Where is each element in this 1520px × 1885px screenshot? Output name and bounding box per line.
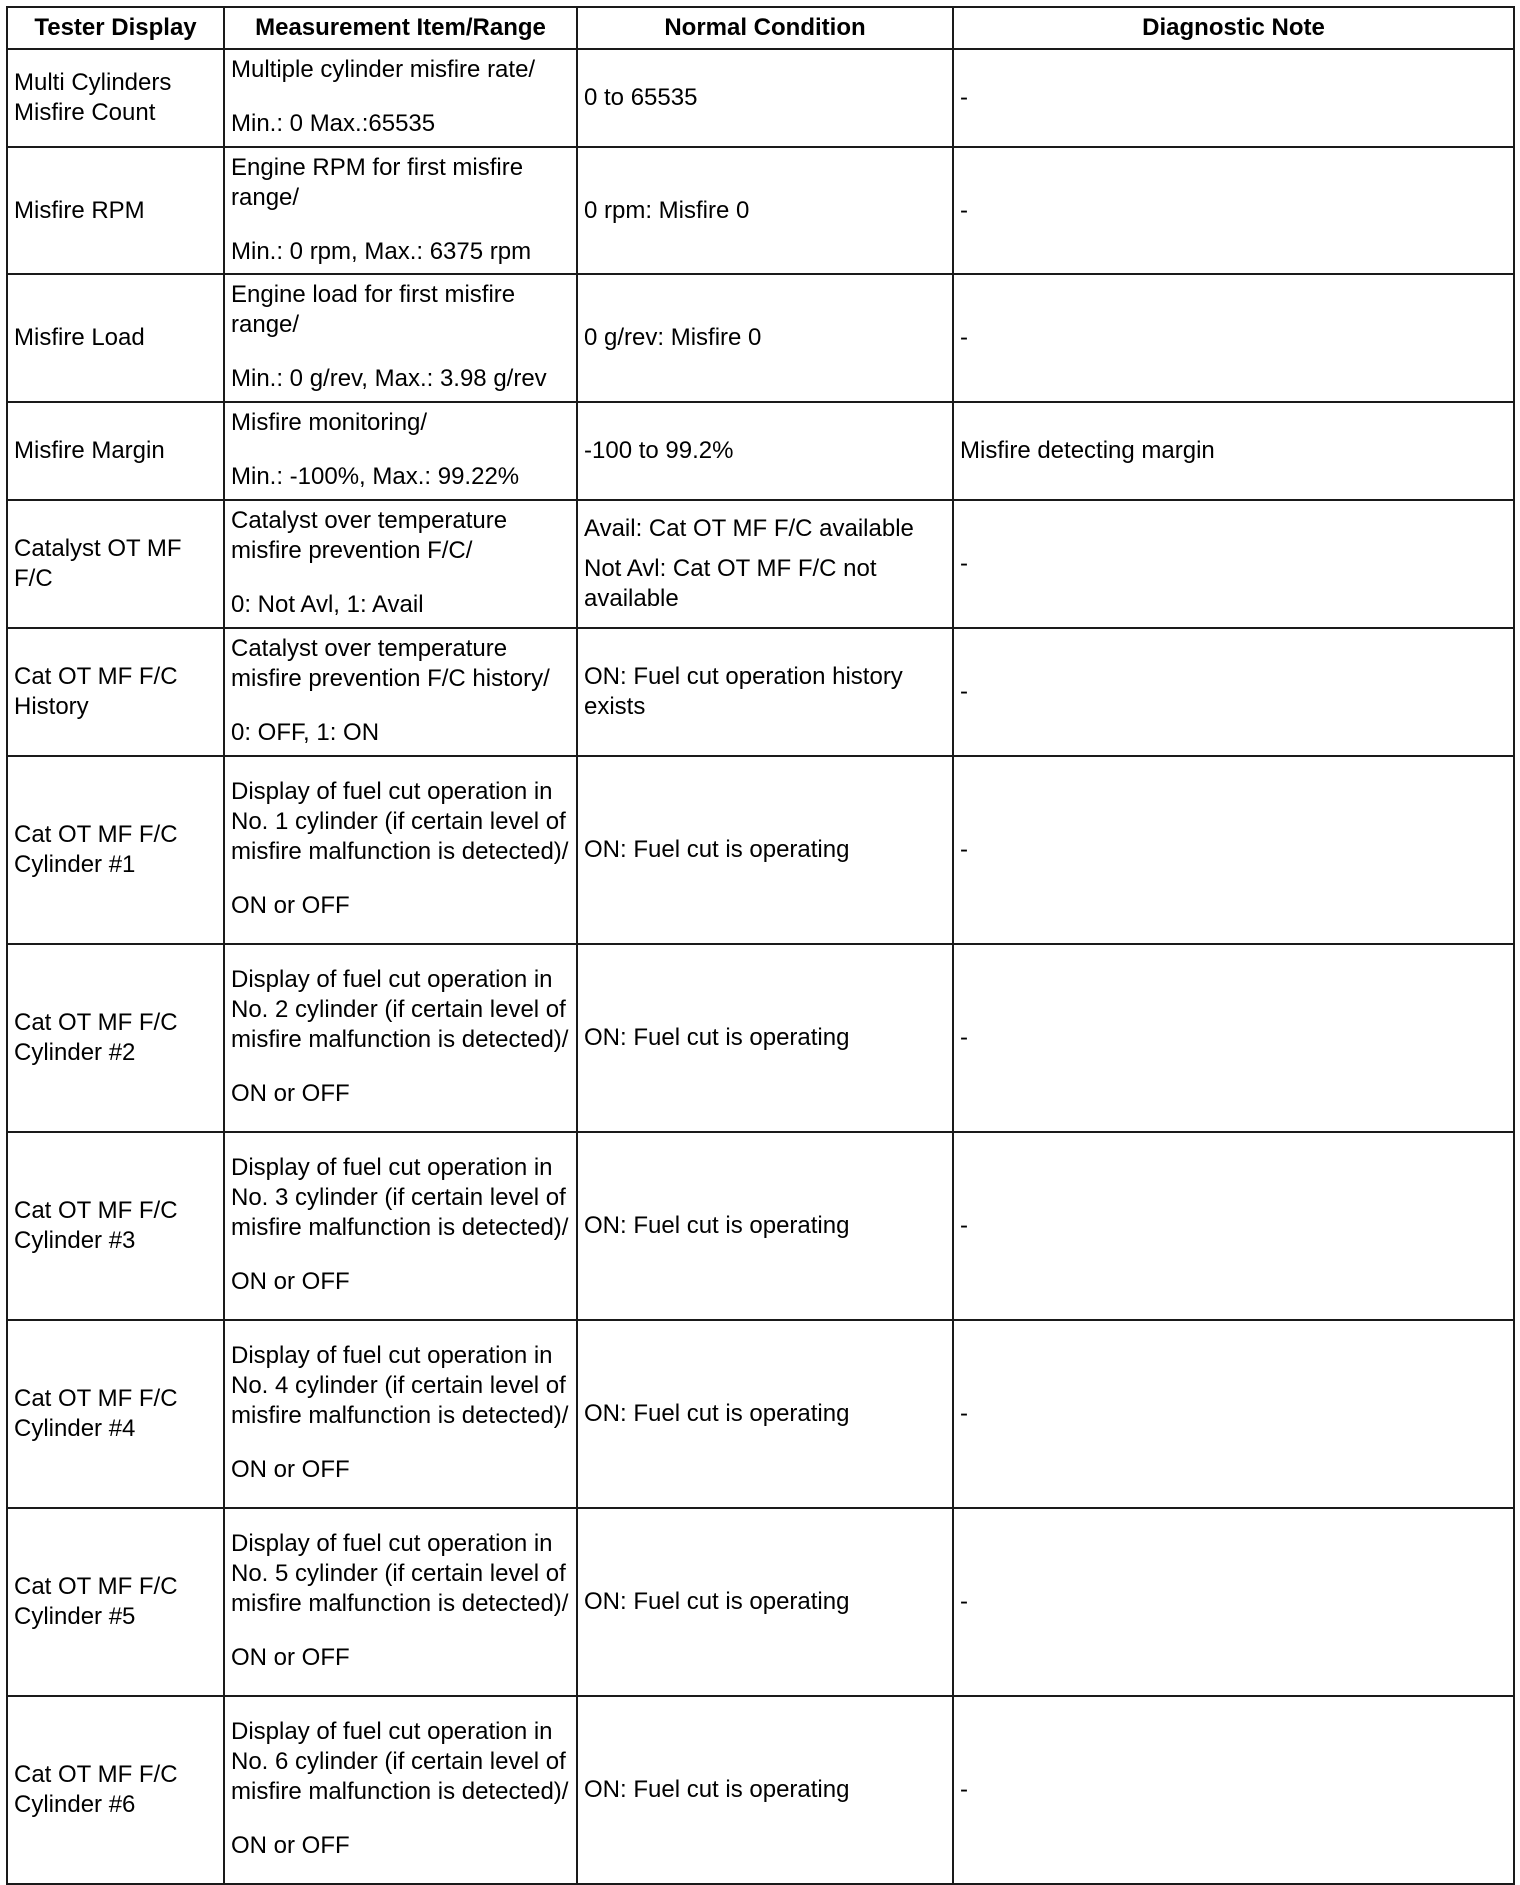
table-row	[7, 1320, 1514, 1508]
measurement-item-text: Display of fuel cut operation in No. 3 cylinder (if certain level of misfire malfunction is detected)/	[231, 1154, 569, 1241]
tester-display-cell: Multi Cylinders Misfire Count	[7, 49, 224, 147]
normal-condition-cell	[577, 402, 953, 500]
measurement-item-text: Catalyst over temperature misfire prevention F/C history/	[231, 635, 550, 692]
table-row	[7, 49, 1514, 147]
measurement-range-text: ON or OFF	[231, 1268, 350, 1295]
tester-display-cell: Misfire RPM	[7, 147, 224, 274]
diagnostic-note-cell: -	[953, 756, 1514, 944]
normal-condition-cell	[577, 49, 953, 147]
measurement-item-cell	[224, 628, 577, 756]
tester-display-cell: Catalyst OT MF F/C	[7, 500, 224, 628]
normal-condition-text: ON: Fuel cut is operating	[584, 1212, 850, 1239]
normal-condition-text: ON: Fuel cut operation history exists	[584, 663, 903, 720]
normal-condition-cell	[577, 628, 953, 756]
measurement-range-text: Min.: 0 g/rev, Max.: 3.98 g/rev	[231, 365, 547, 392]
measurement-range-text: Min.: 0 Max.:65535	[231, 110, 436, 137]
table-row	[7, 1696, 1514, 1884]
diagnostic-note-cell: -	[953, 274, 1514, 402]
tester-display-cell: Cat OT MF F/C Cylinder #6	[7, 1696, 224, 1884]
measurement-range-text: Min.: -100%, Max.: 99.22%	[231, 463, 520, 490]
measurement-range-text: ON or OFF	[231, 1644, 350, 1671]
diagnostic-note-cell: -	[953, 944, 1514, 1132]
header-diagnostic-note: Diagnostic Note	[953, 7, 1514, 49]
table-row	[7, 1508, 1514, 1696]
data-list-table	[6, 6, 1515, 1885]
tester-display-cell: Cat OT MF F/C Cylinder #2	[7, 944, 224, 1132]
measurement-item-text: Multiple cylinder misfire rate/	[231, 56, 536, 83]
normal-condition-text: Avail: Cat OT MF F/C available	[584, 515, 914, 542]
diagnostic-note-cell: -	[953, 1696, 1514, 1884]
header-measurement-item: Measurement Item/Range	[224, 7, 577, 49]
measurement-range-text: Min.: 0 rpm, Max.: 6375 rpm	[231, 237, 532, 265]
normal-condition-cell	[577, 147, 953, 274]
tester-display-cell: Cat OT MF F/C Cylinder #4	[7, 1320, 224, 1508]
tester-display-cell: Misfire Margin	[7, 402, 224, 500]
table-row	[7, 756, 1514, 944]
table-row	[7, 1132, 1514, 1320]
measurement-item-cell	[224, 756, 577, 944]
normal-condition-cell	[577, 274, 953, 402]
measurement-item-text: Display of fuel cut operation in No. 5 cylinder (if certain level of misfire malfunction is detected)/	[231, 1530, 569, 1617]
measurement-item-cell	[224, 402, 577, 500]
measurement-item-cell	[224, 147, 577, 274]
normal-condition-cell	[577, 500, 953, 628]
measurement-range-text: ON or OFF	[231, 1456, 350, 1483]
normal-condition-text: 0 rpm: Misfire 0	[584, 196, 750, 224]
tester-display-cell: Misfire Load	[7, 274, 224, 402]
header-tester-display: Tester Display	[7, 7, 224, 49]
normal-condition-cell	[577, 944, 953, 1132]
table-header-row	[7, 7, 1514, 49]
table-row	[7, 402, 1514, 500]
normal-condition-text: ON: Fuel cut is operating	[584, 1588, 850, 1615]
tester-display-cell: Cat OT MF F/C History	[7, 628, 224, 756]
normal-condition-cell	[577, 1320, 953, 1508]
table-row	[7, 500, 1514, 628]
diagnostic-note-cell: -	[953, 147, 1514, 274]
measurement-item-cell	[224, 944, 577, 1132]
diagnostic-note-cell: -	[953, 49, 1514, 147]
table-body	[7, 49, 1514, 1884]
measurement-item-cell	[224, 1508, 577, 1696]
measurement-item-text: Engine RPM for first misfire range/	[231, 153, 524, 211]
normal-condition-cell	[577, 1132, 953, 1320]
normal-condition-text: 0 to 65535	[584, 84, 698, 111]
measurement-item-text: Misfire monitoring/	[231, 409, 428, 436]
measurement-item-cell	[224, 1132, 577, 1320]
measurement-item-cell	[224, 49, 577, 147]
measurement-range-text: 0: OFF, 1: ON	[231, 719, 380, 746]
normal-condition-cell	[577, 1696, 953, 1884]
normal-condition-text: ON: Fuel cut is operating	[584, 1776, 850, 1803]
header-normal-condition: Normal Condition	[577, 7, 953, 49]
measurement-item-text: Catalyst over temperature misfire prevention F/C/	[231, 507, 508, 564]
measurement-item-cell	[224, 1696, 577, 1884]
normal-condition-text: Not Avl: Cat OT MF F/C not available	[584, 555, 877, 612]
measurement-item-text: Display of fuel cut operation in No. 1 cylinder (if certain level of misfire malfunction is detected)/	[231, 778, 569, 865]
diagnostic-note-cell: -	[953, 500, 1514, 628]
table-row	[7, 274, 1514, 402]
normal-condition-cell	[577, 756, 953, 944]
measurement-item-text: Display of fuel cut operation in No. 4 cylinder (if certain level of misfire malfunction is detected)/	[231, 1342, 569, 1429]
tester-display-cell: Cat OT MF F/C Cylinder #5	[7, 1508, 224, 1696]
measurement-item-text: Display of fuel cut operation in No. 6 cylinder (if certain level of misfire malfunction is detected)/	[231, 1718, 569, 1805]
measurement-item-text: Engine load for first misfire range/	[231, 281, 516, 338]
diagnostic-note-cell: -	[953, 1508, 1514, 1696]
diagnostic-note-cell: -	[953, 1320, 1514, 1508]
normal-condition-text: ON: Fuel cut is operating	[584, 836, 850, 863]
normal-condition-text: 0 g/rev: Misfire 0	[584, 324, 762, 351]
table-row	[7, 628, 1514, 756]
table-row	[7, 147, 1514, 274]
diagnostic-note-cell: -	[953, 1132, 1514, 1320]
diagnostic-note-cell: -	[953, 628, 1514, 756]
diagnostic-note-cell: Misfire detecting margin	[953, 402, 1514, 500]
measurement-item-cell	[224, 274, 577, 402]
normal-condition-cell	[577, 1508, 953, 1696]
tester-display-cell: Cat OT MF F/C Cylinder #1	[7, 756, 224, 944]
measurement-range-text: ON or OFF	[231, 1080, 350, 1107]
measurement-item-cell	[224, 1320, 577, 1508]
normal-condition-text: ON: Fuel cut is operating	[584, 1400, 850, 1427]
measurement-range-text: 0: Not Avl, 1: Avail	[231, 591, 424, 618]
measurement-range-text: ON or OFF	[231, 1832, 350, 1859]
normal-condition-text: ON: Fuel cut is operating	[584, 1024, 850, 1051]
measurement-range-text: ON or OFF	[231, 892, 350, 919]
tester-display-cell: Cat OT MF F/C Cylinder #3	[7, 1132, 224, 1320]
normal-condition-text: -100 to 99.2%	[584, 437, 734, 464]
measurement-item-text: Display of fuel cut operation in No. 2 cylinder (if certain level of misfire malfunction is detected)/	[231, 966, 569, 1053]
table-row	[7, 944, 1514, 1132]
measurement-item-cell	[224, 500, 577, 628]
